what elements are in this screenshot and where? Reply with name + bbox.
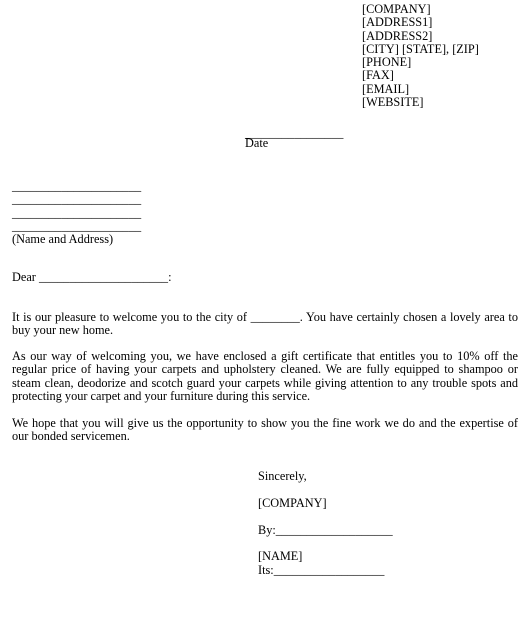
letterhead-address1: [ADDRESS1] (362, 15, 433, 30)
recipient-line-1: _____________________ (12, 179, 142, 193)
letterhead-address2: [ADDRESS2] (362, 28, 433, 43)
recipient-line-3: _____________________ (12, 205, 142, 220)
letterhead-city-state-zip: [CITY] [STATE], [ZIP] (362, 41, 479, 56)
date-blank: ________________ (245, 126, 344, 140)
recipient-address-block (12, 180, 141, 246)
signature-its-line: Its:__________________ (258, 563, 385, 577)
signature-name: [NAME] (258, 549, 303, 563)
signature-by-line: By:___________________ (258, 523, 393, 537)
body-paragraph-1: It is our pleasure to welcome you to the city of ________. You have certainly chosen a lovely area to buy your new home. (12, 310, 518, 338)
letterhead-fax: [FAX] (362, 68, 394, 83)
body-paragraph-3: We hope that you will give us the opportunity to show you the fine work we do and the expertise of our bonded servicemen. (12, 416, 518, 444)
letterhead-company: [COMPANY] (362, 2, 431, 16)
letterhead-phone: [PHONE] (362, 55, 412, 70)
body-paragraph-2: As our way of welcoming you, we have enclosed a gift certificate that entitles you to 10% off the regular price of having your carpets and upholstery cleaned. We are fully equipped to shampoo or steam clean, deodorize and scotch guard your carpets while giving attention to any trouble spots and protecting your carpet and your furniture during this service. (12, 349, 518, 403)
letterhead-email: [EMAIL] (362, 81, 410, 96)
recipient-caption: (Name and Address) (12, 232, 114, 247)
letterhead-website: [WEBSITE] (362, 95, 424, 110)
salutation: Dear _____________________: (12, 270, 172, 284)
recipient-line-2: _____________________ (12, 192, 142, 207)
date-label: Date (245, 136, 269, 150)
valediction: Sincerely, (258, 469, 307, 483)
recipient-line-4: _____________________ (12, 218, 142, 233)
signature-company: [COMPANY] (258, 496, 327, 510)
letterhead (362, 3, 479, 109)
